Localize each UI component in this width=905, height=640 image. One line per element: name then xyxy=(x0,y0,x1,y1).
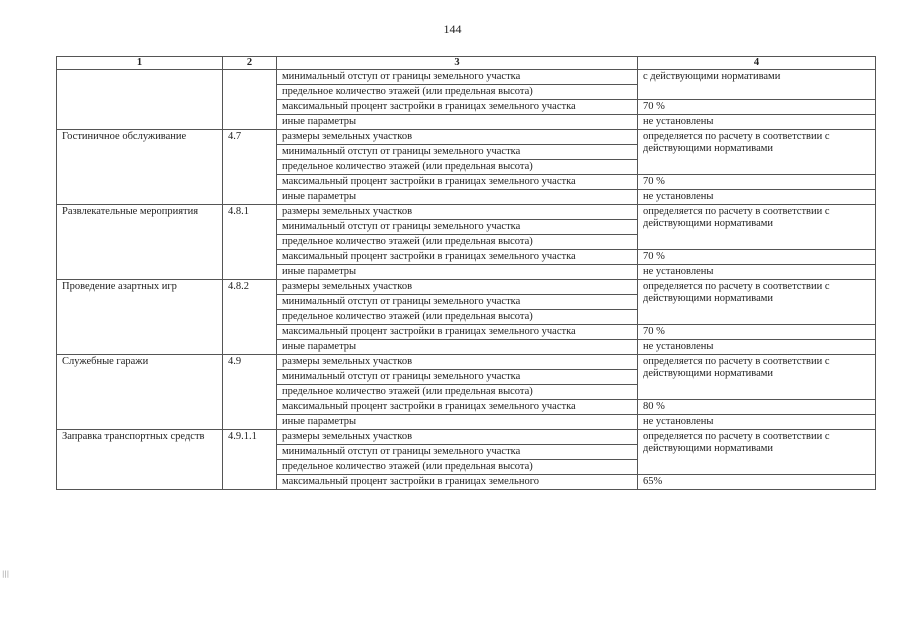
use-type-code: 4.9.1.1 xyxy=(223,430,277,490)
table-row xyxy=(57,355,876,370)
parameter-value: определяется по расчету в соответствии с действующими нормативами xyxy=(638,430,876,475)
parameter-value: 70 % xyxy=(638,175,876,190)
parameter-name: максимальный процент застройки в границах земельного участка xyxy=(277,250,638,265)
parameter-name: максимальный процент застройки в границах земельного участка xyxy=(277,175,638,190)
use-type-code: 4.8.2 xyxy=(223,280,277,355)
parameter-name: минимальный отступ от границы земельного участка xyxy=(277,220,638,235)
regulations-table xyxy=(56,56,876,490)
use-type-name: Служебные гаражи xyxy=(57,355,223,430)
parameter-name: размеры земельных участков xyxy=(277,355,638,370)
parameter-name: размеры земельных участков xyxy=(277,430,638,445)
parameter-value: не установлены xyxy=(638,340,876,355)
parameter-name: размеры земельных участков xyxy=(277,205,638,220)
parameter-value: с действующими нормативами xyxy=(638,70,876,100)
parameter-name: максимальный процент застройки в границах земельного участка xyxy=(277,400,638,415)
parameter-name: иные параметры xyxy=(277,115,638,130)
parameter-value: 70 % xyxy=(638,250,876,265)
use-type-code: 4.9 xyxy=(223,355,277,430)
parameter-name: максимальный процент застройки в границах земельного участка xyxy=(277,100,638,115)
parameter-name: предельное количество этажей (или предельная высота) xyxy=(277,160,638,175)
parameter-name: размеры земельных участков xyxy=(277,280,638,295)
parameter-value: 70 % xyxy=(638,100,876,115)
parameter-value: 65% xyxy=(638,475,876,490)
use-type-code: 4.7 xyxy=(223,130,277,205)
use-type-name: Развлекательные мероприятия xyxy=(57,205,223,280)
use-type-name: Проведение азартных игр xyxy=(57,280,223,355)
parameter-value: 80 % xyxy=(638,400,876,415)
parameter-value: определяется по расчету в соответствии с действующими нормативами xyxy=(638,355,876,400)
parameter-value: не установлены xyxy=(638,265,876,280)
use-type-name xyxy=(57,70,223,130)
use-type-code: 4.8.1 xyxy=(223,205,277,280)
column-header: 4 xyxy=(638,57,876,70)
parameter-name: минимальный отступ от границы земельного участка xyxy=(277,145,638,160)
parameter-value: определяется по расчету в соответствии с действующими нормативами xyxy=(638,280,876,325)
parameter-name: иные параметры xyxy=(277,340,638,355)
use-type-code xyxy=(223,70,277,130)
scan-margin-mark: ||| xyxy=(2,570,10,578)
table-row xyxy=(57,130,876,145)
parameter-value: 70 % xyxy=(638,325,876,340)
table-row xyxy=(57,70,876,85)
parameter-name: предельное количество этажей (или предельная высота) xyxy=(277,385,638,400)
use-type-name: Гостиничное обслуживание xyxy=(57,130,223,205)
parameter-value: определяется по расчету в соответствии с действующими нормативами xyxy=(638,205,876,250)
parameter-value: определяется по расчету в соответствии с действующими нормативами xyxy=(638,130,876,175)
header-row xyxy=(57,57,876,70)
parameter-name: иные параметры xyxy=(277,415,638,430)
table-row xyxy=(57,205,876,220)
parameter-name: минимальный отступ от границы земельного участка xyxy=(277,295,638,310)
parameter-name: предельное количество этажей (или предельная высота) xyxy=(277,310,638,325)
column-header: 1 xyxy=(57,57,223,70)
parameter-name: размеры земельных участков xyxy=(277,130,638,145)
parameter-name: минимальный отступ от границы земельного участка xyxy=(277,370,638,385)
parameter-name: предельное количество этажей (или предельная высота) xyxy=(277,235,638,250)
parameter-name: максимальный процент застройки в границах земельного xyxy=(277,475,638,490)
use-type-name: Заправка транспортных средств xyxy=(57,430,223,490)
parameter-value: не установлены xyxy=(638,190,876,205)
parameter-name: максимальный процент застройки в границах земельного участка xyxy=(277,325,638,340)
parameter-value: не установлены xyxy=(638,115,876,130)
column-header: 3 xyxy=(277,57,638,70)
page-number: 144 xyxy=(443,22,462,36)
table-row xyxy=(57,280,876,295)
parameter-value: не установлены xyxy=(638,415,876,430)
parameter-name: предельное количество этажей (или предельная высота) xyxy=(277,460,638,475)
column-header: 2 xyxy=(223,57,277,70)
parameter-name: предельное количество этажей (или предельная высота) xyxy=(277,85,638,100)
parameter-name: иные параметры xyxy=(277,190,638,205)
parameter-name: минимальный отступ от границы земельного участка xyxy=(277,70,638,85)
table-row xyxy=(57,430,876,445)
parameter-name: иные параметры xyxy=(277,265,638,280)
parameter-name: минимальный отступ от границы земельного участка xyxy=(277,445,638,460)
